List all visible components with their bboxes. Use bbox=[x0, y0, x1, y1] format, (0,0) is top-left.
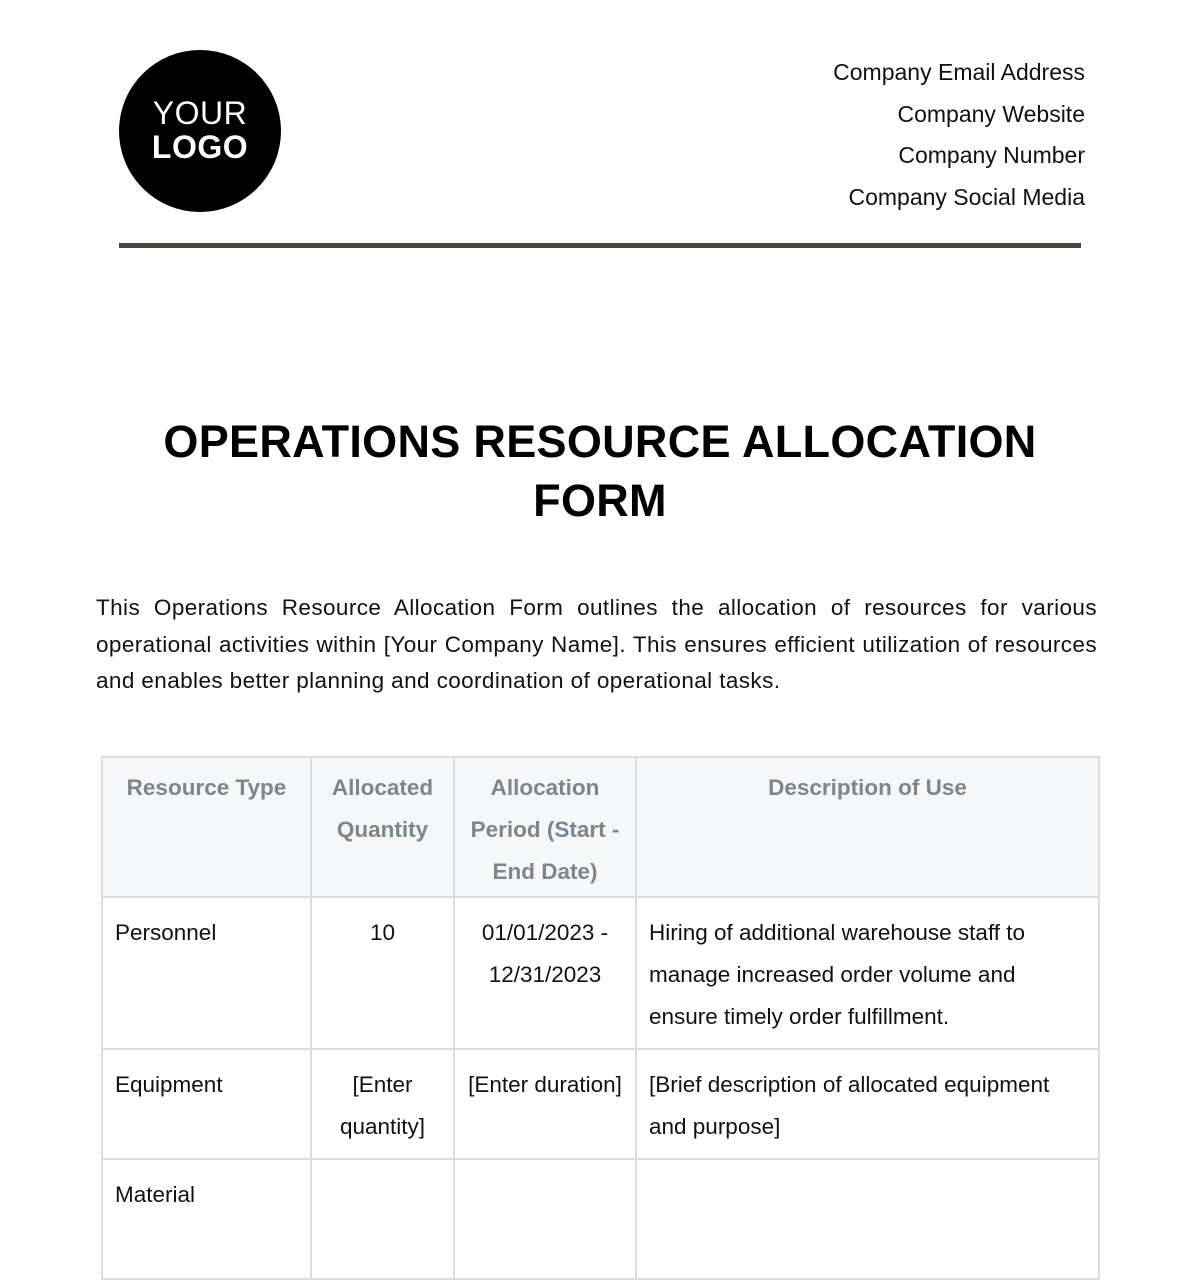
cell-resource-type: Equipment bbox=[102, 1049, 311, 1159]
header-resource-type: Resource Type bbox=[102, 757, 311, 897]
table-row bbox=[102, 1159, 1099, 1279]
header-allocated-quantity: Allocated Quantity bbox=[311, 757, 454, 897]
cell-allocated-quantity: [Enter quantity] bbox=[311, 1049, 454, 1159]
page-title: OPERATIONS RESOURCE ALLOCATION FORM bbox=[163, 416, 1037, 526]
cell-description: Hiring of additional warehouse staff to manage increased order volume and ensure timely order fulfillment. bbox=[636, 897, 1099, 1049]
company-email: Company Email Address bbox=[833, 59, 1085, 85]
header-divider bbox=[119, 243, 1081, 248]
allocation-table bbox=[101, 756, 1100, 1280]
table-row bbox=[102, 897, 1099, 1049]
cell-resource-type: Personnel bbox=[102, 897, 311, 1049]
company-social-media: Company Social Media bbox=[848, 183, 1085, 210]
cell-allocated-quantity bbox=[311, 1159, 454, 1279]
table-header-row bbox=[102, 757, 1099, 897]
allocation-table-container bbox=[101, 756, 1098, 1280]
cell-allocation-period: [Enter duration] bbox=[454, 1049, 636, 1159]
cell-allocation-period: 01/01/2023 - 12/31/2023 bbox=[454, 897, 636, 1049]
cell-description: [Brief description of allocated equipment and purpose] bbox=[636, 1049, 1099, 1159]
company-website: Company Website bbox=[897, 100, 1085, 127]
cell-allocation-period bbox=[454, 1159, 636, 1279]
logo-text-line2: LOGO bbox=[151, 129, 249, 165]
cell-description bbox=[636, 1159, 1099, 1279]
intro-paragraph: This Operations Resource Allocation Form outlines the allocation of resources for various operational activities within [Your Company Name]. This ensures efficient utilization of resources and enables better planning and coordination of operational tasks. bbox=[96, 595, 1097, 693]
company-number: Company Number bbox=[898, 142, 1085, 168]
logo-text-line1: YOUR bbox=[152, 95, 248, 132]
table-row bbox=[102, 1049, 1099, 1159]
header-allocation-period: Allocation Period (Start - End Date) bbox=[454, 757, 636, 897]
cell-resource-type: Material bbox=[102, 1159, 311, 1279]
header-description-of-use: Description of Use bbox=[636, 757, 1099, 897]
cell-allocated-quantity: 10 bbox=[311, 897, 454, 1049]
company-contact-block bbox=[833, 52, 1085, 218]
company-logo bbox=[119, 50, 281, 212]
